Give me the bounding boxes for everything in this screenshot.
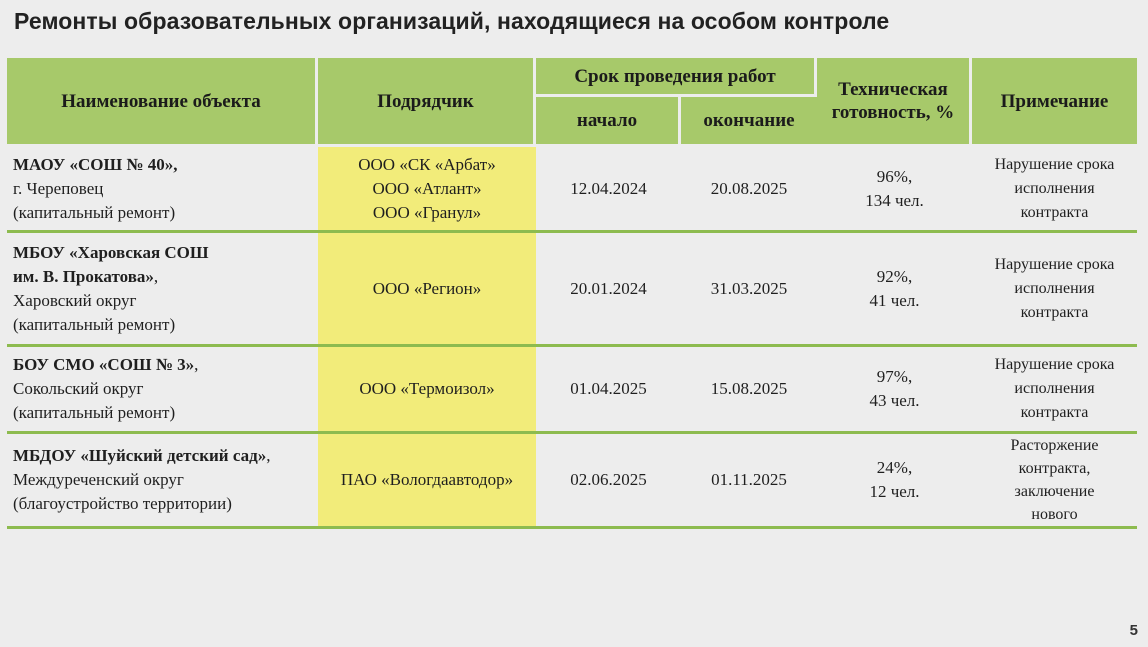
header-object: Наименование объекта (7, 58, 318, 147)
note-line: Нарушение срока (994, 255, 1115, 273)
readiness-percent: 96%, (876, 166, 913, 186)
note-line: Нарушение срока (994, 155, 1115, 173)
start-date: 12.04.2024 (536, 147, 681, 233)
table-row (7, 347, 1137, 434)
object-name: МБДОУ «Шуйский детский сад» (13, 446, 267, 465)
end-date: 20.08.2025 (681, 147, 817, 233)
contractor-cell (318, 147, 536, 233)
header-start: начало (536, 97, 681, 147)
note-line: заключение (1014, 483, 1095, 500)
page-number: 5 (1129, 622, 1138, 639)
note-line: Расторжение (1010, 437, 1099, 454)
contractor-name: ООО «Гранул» (372, 202, 482, 222)
object-cell (7, 347, 318, 434)
contractor-cell (318, 347, 536, 434)
object-name-suffix: , (153, 266, 159, 286)
note-line: Нарушение срока (994, 356, 1115, 373)
note-line: исполнения (1014, 279, 1095, 297)
object-location: г. Череповец (13, 178, 104, 198)
table-row (7, 147, 1137, 233)
contractor-name: ООО «Термоизол» (359, 379, 495, 398)
header-period: Срок проведения работ (536, 58, 817, 97)
readiness-percent: 92%, (876, 266, 913, 286)
note-line: исполнения (1014, 380, 1095, 397)
end-date: 31.03.2025 (681, 233, 817, 347)
object-name: БОУ СМО «СОШ № 3» (13, 355, 195, 374)
note-line: контракта (1020, 404, 1089, 421)
contractor-name: ПАО «Вологдаавтодор» (340, 470, 514, 489)
end-date: 15.08.2025 (681, 347, 817, 434)
note-cell (972, 347, 1137, 434)
object-cell (7, 434, 318, 529)
object-work-type: (капитальный ремонт) (13, 403, 176, 422)
readiness-cell (817, 434, 972, 529)
start-date: 20.01.2024 (536, 233, 681, 347)
readiness-percent: 97%, (876, 367, 913, 386)
slide-title: Ремонты образовательных организаций, находящиеся на особом контроле (14, 8, 890, 34)
contractor-cell (318, 434, 536, 529)
workers-count: 41 чел. (869, 290, 920, 310)
object-work-type: (капитальный ремонт) (13, 202, 176, 222)
object-name-suffix: , (194, 355, 199, 374)
readiness-percent: 24%, (876, 458, 913, 477)
header-readiness: Техническая готовность, % (817, 58, 972, 147)
readiness-cell (817, 347, 972, 434)
start-date: 02.06.2025 (536, 434, 681, 529)
contractor-cell (318, 233, 536, 347)
object-name-suffix: , (266, 446, 271, 465)
object-work-type: (благоустройство территории) (13, 494, 232, 513)
note-line: исполнения (1014, 179, 1095, 197)
workers-count: 12 чел. (869, 482, 920, 501)
object-location: Харовский округ (13, 290, 137, 310)
object-name: МАОУ «СОШ № 40», (13, 154, 178, 174)
object-location: Междуреченский округ (13, 470, 184, 489)
note-line: контракта (1020, 203, 1089, 221)
header-end: окончание (681, 97, 817, 147)
repairs-table (7, 58, 1137, 529)
workers-count: 43 чел. (869, 391, 920, 410)
object-cell (7, 147, 318, 233)
note-cell (972, 147, 1137, 233)
note-line: контракта (1020, 303, 1089, 321)
contractor-name: ООО «Регион» (372, 278, 482, 298)
table-row (7, 434, 1137, 529)
end-date: 01.11.2025 (681, 434, 817, 529)
contractor-name: ООО «Атлант» (372, 178, 482, 198)
start-date: 01.04.2025 (536, 347, 681, 434)
note-cell (972, 233, 1137, 347)
contractor-name: ООО «СК «Арбат» (358, 154, 496, 174)
note-cell (972, 434, 1137, 529)
header-contractor: Подрядчик (318, 58, 536, 147)
note-line: нового (1031, 506, 1078, 523)
note-line: контракта, (1018, 460, 1091, 477)
readiness-cell (817, 147, 972, 233)
readiness-cell (817, 233, 972, 347)
workers-count: 134 чел. (865, 190, 924, 210)
object-location: Сокольский округ (13, 379, 144, 398)
table-row (7, 233, 1137, 347)
object-cell (7, 233, 318, 347)
header-note: Примечание (972, 58, 1137, 147)
object-name: МБОУ «Харовская СОШ (13, 242, 209, 262)
object-name-cont: им. В. Прокатова» (13, 266, 154, 286)
object-work-type: (капитальный ремонт) (13, 314, 176, 334)
